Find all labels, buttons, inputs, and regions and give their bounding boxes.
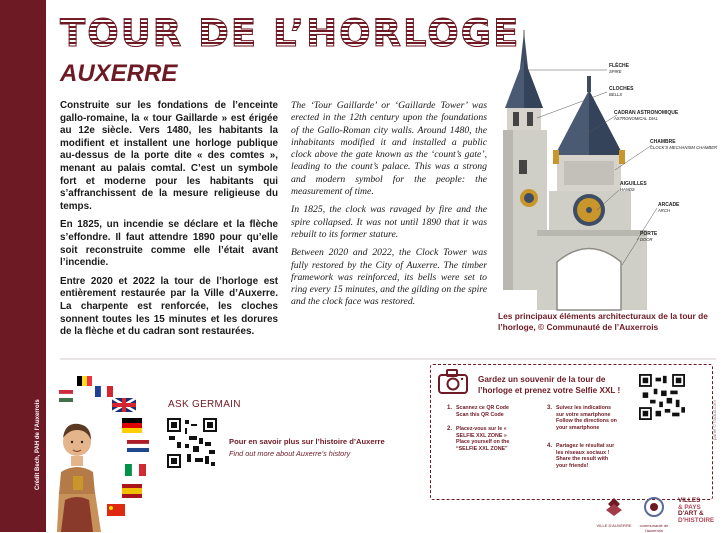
- flag-china-icon: [107, 504, 125, 516]
- ask-germain-qr-code[interactable]: [167, 418, 217, 468]
- tower-label-door: PORTE DOOR: [640, 231, 658, 242]
- tower-label-bells: CLOCHES BELLS: [609, 86, 634, 97]
- tower-label-chamber: CHAMBRE CLOCK’S MECHANISM CHAMBER: [650, 139, 718, 150]
- selfie-step-4: 4. Partagez le résultat sur les réseaux sociaux ! Share the result with your friends!: [547, 443, 615, 469]
- selfie-step-2: 2. Placez-vous sur le « SELFIE XXL ZONE » Place yourself on the “SELFIE XXL ZONE”: [447, 426, 510, 452]
- tower-label-astronomical-dial: CADRAN ASTRONOMIQUE ASTRONOMICAL DIAL: [614, 110, 679, 121]
- flag-hungary-icon: [59, 390, 73, 402]
- camera-icon: [437, 367, 471, 395]
- page-title: TOUR DE L’HORLOGE: [60, 12, 521, 55]
- selfie-step-1: 1. Scannez ce QR Code Scan this QR Code: [447, 405, 509, 418]
- english-text-column: [291, 100, 487, 315]
- french-paragraph: En 1825, un incendie se déclare et la flèche s’effondre. Il faut attendre 1890 pour qu’elle soit reconstruite comme elle l’était avant l’incendie.: [60, 219, 278, 269]
- flag-united-kingdom-icon: [112, 398, 136, 412]
- more-info-english: Find out more about Auxerre’s history: [229, 449, 351, 458]
- selfie-step-3: 3. Suivez les indications sur votre smartphone Follow the directions on your smartphone: [547, 405, 617, 431]
- flag-france-icon: [95, 386, 113, 397]
- french-paragraph: Entre 2020 et 2022 la tour de l’horloge est entièrement restaurée par la Ville d’Auxerre. La charpente est renforcée, les cloches sonnent toutes les 15 minutes et les dorures de la flèche et du cadran sont restaurées.: [60, 275, 278, 338]
- flag-netherlands-icon: [127, 440, 149, 452]
- french-paragraph: Construite sur les fondations de l’enceinte gallo-romaine, la « tour Gaillarde » est érigée au 12e siècle. Vers 1480, les habitants la modifient et installent une horloge publique au-dessus de la porte dite « des comtes », menant au palais comtal. C’est un symbole fort et moderne pour les habitants qui s’affranchissent de la mesure religieuse du temps.: [60, 100, 278, 212]
- selfie-title: Gardez un souvenir de la tour de l’horloge et prenez votre Selfie XXL !: [478, 375, 621, 395]
- more-info-french: Pour en savoir plus sur l’histoire d’Auxerre: [229, 437, 385, 446]
- english-paragraph: Between 2020 and 2022, the Clock Tower was fully restored by the City of Auxerre. The timber framework was reinforced, its bells were set to ring every 15 minutes, and the gilding on the spire and the clock face was restored.: [291, 247, 487, 308]
- auxerre-logo: VILLE D'AUXERRE: [594, 496, 634, 530]
- section-divider: [60, 358, 716, 360]
- flag-italy-icon: [125, 464, 146, 476]
- selfie-qr-code[interactable]: [639, 374, 685, 420]
- villes-pays-art-histoire-logo: VILLES & PAYS D'ART & D'HISTOIRE: [678, 497, 715, 524]
- tower-label-arch: ARCADE ARCH: [658, 202, 680, 213]
- auxerre-emblem-icon: [594, 496, 634, 518]
- illustration-caption: Les principaux éléments architecturaux de la tour de l’horloge, © Communauté de l’Auxerrois: [498, 311, 708, 332]
- page-subtitle: AUXERRE: [60, 60, 178, 87]
- communaute-logo: communauté de l'auxerrois: [636, 496, 672, 530]
- flag-belgium-icon: [77, 376, 92, 386]
- tower-label-hands: AIGUILLES HANDS: [620, 181, 647, 192]
- ask-germain-label: ASK GERMAIN: [168, 399, 241, 410]
- side-credit: panel © traduit.com: [712, 400, 717, 440]
- language-flags-and-portrait: [47, 372, 169, 532]
- english-paragraph: In 1825, the clock was ravaged by fire and the spire collapsed. It was not until 1890 that it was rebuilt to its former stature.: [291, 204, 487, 240]
- portrait-credit: Crédit Bech, PAH de l'Auxerrois: [35, 399, 41, 490]
- french-text-column: [60, 100, 278, 345]
- flag-spain-icon: [122, 484, 142, 498]
- germain-portrait-icon: [57, 424, 101, 532]
- tower-label-spire: FLÈCHE SPIRE: [609, 63, 629, 74]
- communaute-emblem-icon: [636, 496, 672, 518]
- flag-germany-icon: [122, 418, 142, 433]
- english-paragraph: The ‘Tour Gaillarde’ or ‘Gaillarde Tower’ was erected in the 12th century upon the foundations of the Gallo-Roman city walls. Around 1480, the inhabitants modified it and installed a public clock above the gate known as the ‘count’s gate’, leading to the count’s palace. This was a strong and modern symbol for the people: the measurement of time.: [291, 100, 487, 198]
